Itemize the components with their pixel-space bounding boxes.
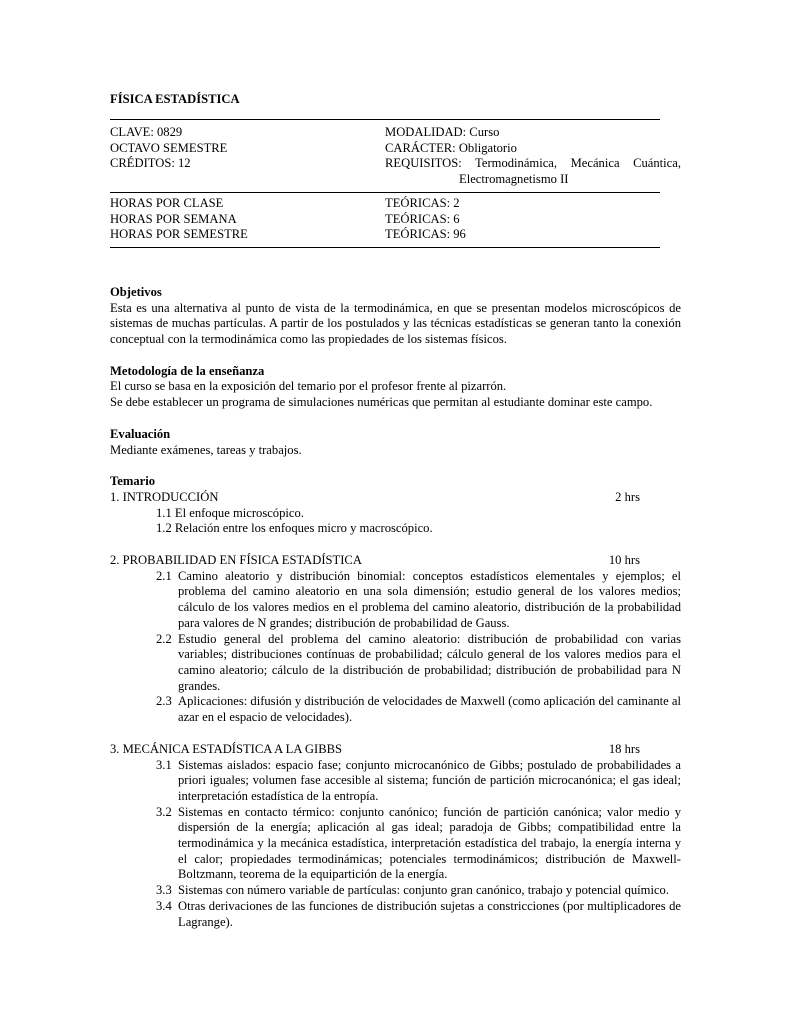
clave: CLAVE: 0829 (110, 125, 183, 139)
creditos: CRÉDITOS: 12 (110, 156, 191, 171)
topic-hours: 10 hrs (608, 553, 640, 568)
divider (110, 119, 660, 120)
syllabus (110, 92, 681, 930)
subtopic-number: 2.2 (156, 631, 172, 646)
semestre: OCTAVO SEMESTRE (110, 140, 228, 155)
topic-title: 1. INTRODUCCIÓN (110, 489, 219, 504)
subtopic-text: Camino aleatorio y distribución binomial: conceptos estadísticos elementales y ejemplos; el problema del camino aleatorio en una sola dimensión; estudio general de los valores medios; cálculo de los valores medios en el problema del camino aleatorio, distribución de la probabilidad para valores de N grandes; distribución de probabilidad de Gauss. (178, 568, 681, 630)
subtopic-number: 3.3 (156, 883, 172, 898)
subtopic (156, 569, 681, 632)
horas-semestre-label: HORAS POR SEMESTRE (110, 227, 248, 242)
subtopic-text: Sistemas con número variable de partículas: conjunto gran canónico, trabajo y potencial químico. (178, 883, 670, 898)
subtopic-text: Sistemas en contacto térmico: conjunto canónico; función de partición canónica; valor medio y dispersión de la energía; aplicación al gas ideal; paradoja de Gibbs; compatibilidad entre la termodinámica y la mecánica estadística, interpretación estadística del trabajo, la energía interna y el calor; propiedades termodinámicas; potenciales termodinámicos; distribución de Maxwell-Boltzmann, teorema de la equipartición de la energía. (178, 804, 681, 882)
horas-clase-label: HORAS POR CLASE (110, 195, 224, 210)
subtopic-number: 2.3 (156, 694, 172, 709)
metodologia-line: Se debe establecer un programa de simulaciones numéricas que permitan al estudiante dominar este campo. (110, 395, 653, 410)
horas-semana-value: TEÓRICAS: 6 (385, 211, 460, 226)
subtopic-number: 3.4 (156, 898, 172, 913)
course-title: FÍSICA ESTADÍSTICA (110, 92, 240, 106)
evaluacion-text: Mediante exámenes, tareas y trabajos. (110, 442, 302, 457)
temario-section (110, 474, 681, 930)
evaluacion-heading: Evaluación (110, 426, 171, 441)
divider (110, 247, 660, 248)
topic-title: 3. MECÁNICA ESTADÍSTICA A LA GIBBS (110, 741, 343, 756)
horas-semestre-value: TEÓRICAS: 96 (385, 227, 466, 242)
topic-hours: 2 hrs (615, 489, 640, 504)
subtopic (156, 899, 681, 930)
subtopic-text: Sistemas aislados: espacio fase; conjunto microcanónico de Gibbs; postulado de probabilidades a priori iguales; volumen fase accesible al sistema; función de partición microcanónica; el gas ideal; interpretación estadística de la entropía. (178, 757, 681, 803)
subtopic: 1.2 Relación entre los enfoques micro y macroscópico. (156, 521, 433, 536)
course-info (110, 125, 681, 188)
subtopic (156, 632, 681, 695)
subtopic-number: 3.2 (156, 804, 172, 819)
subtopic: 1.1 El enfoque microscópico. (156, 505, 304, 520)
subtopic-number: 2.1 (156, 568, 172, 583)
horas-clase-value: TEÓRICAS: 2 (385, 195, 460, 210)
objetivos-heading: Objetivos (110, 284, 162, 299)
subtopic-text: Otras derivaciones de las funciones de distribución sujetas a constricciones (por multiplicadores de Lagrange). (178, 898, 681, 929)
subtopic-number: 3.1 (156, 757, 172, 772)
topic-title: 2. PROBABILIDAD EN FÍSICA ESTADÍSTICA (110, 553, 362, 568)
objetivos-section (110, 285, 681, 348)
topic (110, 742, 681, 930)
objetivos-text: Esta es una alternativa al punto de vista de la termodinámica, en que se presentan modelos microscópicos de sistemas de muchas partículas. A partir de los postulados y las técnicas estadísticas se generan tanto la conexión conceptual con la termodinámica como las propiedades de los sistemas físicos. (110, 300, 681, 347)
subtopic (156, 694, 681, 725)
topic (110, 490, 681, 537)
temario-heading: Temario (110, 474, 156, 489)
requisitos: REQUISITOS: Termodinámica, Mecánica Cuántica, (385, 156, 681, 171)
metodologia-line: El curso se basa en la exposición del temario por el profesor frente al pizarrón. (110, 379, 507, 394)
metodologia-heading: Metodología de la enseñanza (110, 363, 265, 378)
horas-semana-label: HORAS POR SEMANA (110, 211, 237, 226)
requisitos-cont: Electromagnetismo II (459, 172, 569, 187)
divider (110, 192, 660, 193)
evaluacion-section (110, 427, 681, 458)
subtopic (156, 805, 681, 884)
modalidad: MODALIDAD: Curso (385, 125, 500, 139)
caracter: CARÁCTER: Obligatorio (385, 140, 517, 155)
topic-hours: 18 hrs (608, 741, 640, 756)
topic (110, 553, 681, 726)
metodologia-section (110, 364, 681, 411)
subtopic (156, 883, 681, 899)
hours-info (110, 196, 681, 243)
subtopic-text: Estudio general del problema del camino aleatorio: distribución de probabilidad con varias variables; distribuciones contínuas de probabilidad; cálculo general de los valores medios para el camino aleatorio; cálculo de la distribución de probabilidad; distribución de probabilidad para N grandes. (178, 631, 681, 693)
subtopic (156, 758, 681, 805)
subtopic-text: Aplicaciones: difusión y distribución de velocidades de Maxwell (como aplicación del caminante al azar en el espacio de velocidades). (178, 694, 681, 725)
